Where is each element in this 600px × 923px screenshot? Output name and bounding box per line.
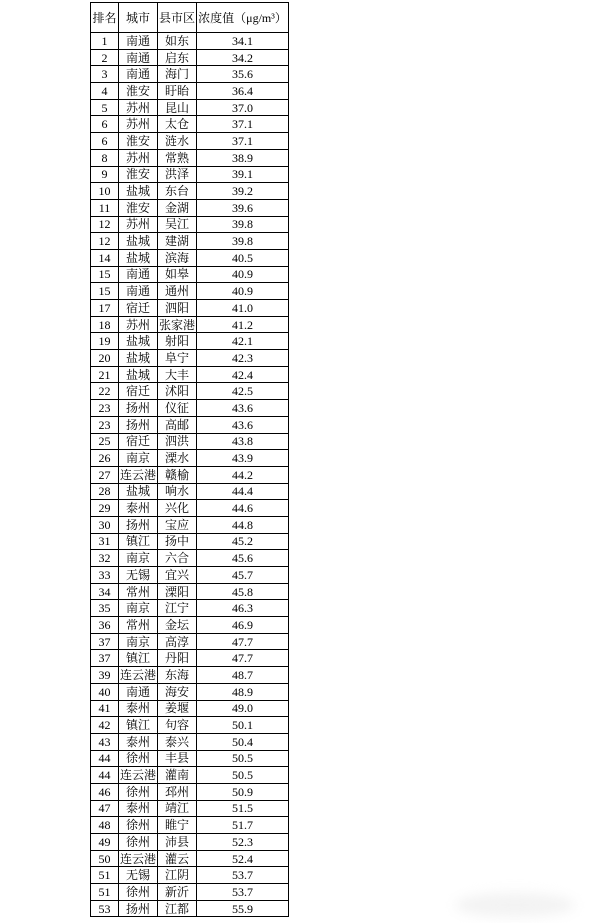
city-cell: 徐州 bbox=[119, 750, 158, 767]
concentration-cell: 55.9 bbox=[197, 900, 289, 917]
city-cell: 无锡 bbox=[119, 867, 158, 884]
rank-cell: 23 bbox=[91, 416, 119, 433]
rank-cell: 23 bbox=[91, 400, 119, 417]
table-row bbox=[91, 366, 289, 383]
table-row bbox=[91, 516, 289, 533]
rank-cell: 41 bbox=[91, 700, 119, 717]
concentration-cell: 47.7 bbox=[197, 633, 289, 650]
table-row bbox=[91, 450, 289, 467]
county-cell: 姜堰 bbox=[158, 700, 197, 717]
rank-cell: 49 bbox=[91, 834, 119, 851]
county-cell: 高邮 bbox=[158, 416, 197, 433]
county-cell: 溧水 bbox=[158, 450, 197, 467]
city-cell: 宿迁 bbox=[119, 433, 158, 450]
county-cell: 江阴 bbox=[158, 867, 197, 884]
rank-cell: 51 bbox=[91, 867, 119, 884]
concentration-cell: 49.0 bbox=[197, 700, 289, 717]
county-cell: 泗洪 bbox=[158, 433, 197, 450]
rank-cell: 8 bbox=[91, 149, 119, 166]
rank-cell: 10 bbox=[91, 183, 119, 200]
city-cell: 南通 bbox=[119, 283, 158, 300]
concentration-cell: 42.4 bbox=[197, 366, 289, 383]
concentration-cell: 45.6 bbox=[197, 550, 289, 567]
table-row bbox=[91, 466, 289, 483]
county-cell: 溧阳 bbox=[158, 583, 197, 600]
rank-cell: 42 bbox=[91, 717, 119, 734]
rank-cell: 51 bbox=[91, 884, 119, 901]
concentration-cell: 35.6 bbox=[197, 66, 289, 83]
county-cell: 江都 bbox=[158, 900, 197, 917]
county-cell: 东海 bbox=[158, 667, 197, 684]
city-cell: 连云港 bbox=[119, 667, 156, 682]
concentration-cell: 39.1 bbox=[197, 166, 289, 183]
county-cell: 如皋 bbox=[158, 266, 197, 283]
city-cell: 南京 bbox=[119, 600, 158, 617]
city-cell: 连云港 bbox=[119, 467, 156, 482]
table-row bbox=[91, 350, 289, 367]
concentration-cell: 40.5 bbox=[197, 249, 289, 266]
county-cell: 江宁 bbox=[158, 600, 197, 617]
table-row bbox=[91, 116, 289, 133]
concentration-cell: 50.9 bbox=[197, 783, 289, 800]
table-row bbox=[91, 166, 289, 183]
concentration-cell: 44.4 bbox=[197, 483, 289, 500]
rank-cell: 27 bbox=[91, 466, 119, 483]
city-cell: 扬州 bbox=[119, 516, 158, 533]
concentration-cell: 39.8 bbox=[197, 233, 289, 250]
city-cell: 常州 bbox=[119, 583, 158, 600]
concentration-cell: 43.6 bbox=[197, 416, 289, 433]
concentration-cell: 40.9 bbox=[197, 266, 289, 283]
table-row bbox=[91, 550, 289, 567]
county-cell: 睢宁 bbox=[158, 817, 197, 834]
rank-cell: 44 bbox=[91, 767, 119, 784]
concentration-cell: 44.2 bbox=[197, 466, 289, 483]
county-cell: 建湖 bbox=[158, 233, 197, 250]
county-cell: 盱眙 bbox=[158, 83, 197, 100]
header-county: 县市区 bbox=[158, 3, 197, 33]
city-cell: 南通 bbox=[119, 266, 158, 283]
county-cell: 新沂 bbox=[158, 884, 197, 901]
concentration-cell: 37.1 bbox=[197, 133, 289, 150]
city-cell: 苏州 bbox=[119, 116, 158, 133]
concentration-cell: 42.3 bbox=[197, 350, 289, 367]
concentration-cell: 48.9 bbox=[197, 683, 289, 700]
city-cell: 徐州 bbox=[119, 783, 158, 800]
concentration-cell: 53.7 bbox=[197, 884, 289, 901]
concentration-cell: 39.8 bbox=[197, 216, 289, 233]
concentration-cell: 41.2 bbox=[197, 316, 289, 333]
city-cell: 连云港 bbox=[119, 851, 156, 866]
rank-cell: 40 bbox=[91, 683, 119, 700]
city-cell: 南京 bbox=[119, 550, 158, 567]
table-row bbox=[91, 483, 289, 500]
table-row bbox=[91, 83, 289, 100]
county-cell: 邳州 bbox=[158, 783, 197, 800]
county-cell: 大丰 bbox=[158, 366, 197, 383]
county-cell: 如东 bbox=[158, 33, 197, 50]
city-cell: 南通 bbox=[119, 66, 158, 83]
concentration-cell: 34.2 bbox=[197, 49, 289, 66]
city-cell: 泰州 bbox=[119, 800, 158, 817]
rank-cell: 37 bbox=[91, 650, 119, 667]
rank-cell: 26 bbox=[91, 450, 119, 467]
county-cell: 六合 bbox=[158, 550, 197, 567]
city-cell: 扬州 bbox=[119, 416, 158, 433]
concentration-cell: 50.5 bbox=[197, 750, 289, 767]
city-cell: 镇江 bbox=[119, 650, 158, 667]
county-cell: 沭阳 bbox=[158, 383, 197, 400]
county-cell: 东台 bbox=[158, 183, 197, 200]
rank-cell: 31 bbox=[91, 533, 119, 550]
rank-cell: 17 bbox=[91, 300, 119, 317]
concentration-cell: 36.4 bbox=[197, 83, 289, 100]
county-cell: 赣榆 bbox=[158, 466, 197, 483]
concentration-cell: 41.0 bbox=[197, 300, 289, 317]
table-row bbox=[91, 233, 289, 250]
county-cell: 吴江 bbox=[158, 216, 197, 233]
concentration-cell: 52.4 bbox=[197, 850, 289, 867]
rank-cell: 22 bbox=[91, 383, 119, 400]
table-row bbox=[91, 66, 289, 83]
concentration-cell: 39.6 bbox=[197, 199, 289, 216]
concentration-cell: 37.0 bbox=[197, 99, 289, 116]
rank-cell: 11 bbox=[91, 199, 119, 216]
city-cell: 盐城 bbox=[119, 366, 158, 383]
table-row bbox=[91, 400, 289, 417]
concentration-cell: 51.7 bbox=[197, 817, 289, 834]
county-cell: 射阳 bbox=[158, 333, 197, 350]
table-row bbox=[91, 834, 289, 851]
rank-cell: 53 bbox=[91, 900, 119, 917]
county-cell: 靖江 bbox=[158, 800, 197, 817]
city-cell: 扬州 bbox=[119, 400, 158, 417]
concentration-cell: 51.5 bbox=[197, 800, 289, 817]
rank-cell: 47 bbox=[91, 800, 119, 817]
city-cell: 徐州 bbox=[119, 884, 158, 901]
concentration-cell: 39.2 bbox=[197, 183, 289, 200]
rank-cell: 12 bbox=[91, 216, 119, 233]
county-cell: 常熟 bbox=[158, 149, 197, 166]
rank-cell: 6 bbox=[91, 116, 119, 133]
city-cell: 宿迁 bbox=[119, 300, 158, 317]
table-container bbox=[90, 2, 289, 917]
concentration-cell: 42.1 bbox=[197, 333, 289, 350]
concentration-cell: 52.3 bbox=[197, 834, 289, 851]
county-cell: 响水 bbox=[158, 483, 197, 500]
city-cell: 盐城 bbox=[119, 333, 158, 350]
city-cell: 淮安 bbox=[119, 166, 158, 183]
table-row bbox=[91, 817, 289, 834]
table-row bbox=[91, 783, 289, 800]
concentration-cell: 37.1 bbox=[197, 116, 289, 133]
county-cell: 泰兴 bbox=[158, 733, 197, 750]
concentration-cell: 43.8 bbox=[197, 433, 289, 450]
rank-cell: 44 bbox=[91, 750, 119, 767]
rank-cell: 34 bbox=[91, 583, 119, 600]
concentration-cell: 43.9 bbox=[197, 450, 289, 467]
table-row bbox=[91, 633, 289, 650]
rank-cell: 30 bbox=[91, 516, 119, 533]
city-cell: 徐州 bbox=[119, 817, 158, 834]
table-row bbox=[91, 567, 289, 584]
city-cell: 盐城 bbox=[119, 249, 158, 266]
county-cell: 泗阳 bbox=[158, 300, 197, 317]
concentration-cell: 46.9 bbox=[197, 617, 289, 634]
table-row bbox=[91, 283, 289, 300]
county-cell: 涟水 bbox=[158, 133, 197, 150]
concentration-cell: 44.8 bbox=[197, 516, 289, 533]
table-row bbox=[91, 316, 289, 333]
county-cell: 句容 bbox=[158, 717, 197, 734]
county-cell: 海安 bbox=[158, 683, 197, 700]
county-cell: 仪征 bbox=[158, 400, 197, 417]
rank-cell: 39 bbox=[91, 667, 119, 684]
county-cell: 丹阳 bbox=[158, 650, 197, 667]
county-cell: 丰县 bbox=[158, 750, 197, 767]
city-cell: 泰州 bbox=[119, 700, 158, 717]
table-row bbox=[91, 500, 289, 517]
rank-cell: 19 bbox=[91, 333, 119, 350]
city-cell: 南京 bbox=[119, 450, 158, 467]
table-row bbox=[91, 300, 289, 317]
city-cell: 苏州 bbox=[119, 99, 158, 116]
rank-cell: 36 bbox=[91, 617, 119, 634]
rank-cell: 18 bbox=[91, 316, 119, 333]
table-row bbox=[91, 383, 289, 400]
concentration-cell: 46.3 bbox=[197, 600, 289, 617]
county-cell: 太仓 bbox=[158, 116, 197, 133]
city-cell: 苏州 bbox=[119, 216, 158, 233]
rank-cell: 50 bbox=[91, 850, 119, 867]
city-cell: 常州 bbox=[119, 617, 158, 634]
concentration-cell: 40.9 bbox=[197, 283, 289, 300]
concentration-cell: 38.9 bbox=[197, 149, 289, 166]
rank-cell: 2 bbox=[91, 49, 119, 66]
rank-cell: 6 bbox=[91, 133, 119, 150]
city-cell: 苏州 bbox=[119, 316, 158, 333]
county-cell: 宜兴 bbox=[158, 567, 197, 584]
city-cell: 扬州 bbox=[119, 900, 158, 917]
city-cell: 盐城 bbox=[119, 483, 158, 500]
county-cell: 通州 bbox=[158, 283, 197, 300]
city-cell: 淮安 bbox=[119, 133, 158, 150]
concentration-cell: 45.7 bbox=[197, 567, 289, 584]
table-row bbox=[91, 133, 289, 150]
city-cell: 淮安 bbox=[119, 83, 158, 100]
concentration-cell: 50.5 bbox=[197, 767, 289, 784]
rank-cell: 15 bbox=[91, 266, 119, 283]
rank-cell: 9 bbox=[91, 166, 119, 183]
table-row bbox=[91, 900, 289, 917]
table-row bbox=[91, 199, 289, 216]
header-city: 城市 bbox=[119, 3, 158, 33]
city-cell: 淮安 bbox=[119, 199, 158, 216]
rank-cell: 32 bbox=[91, 550, 119, 567]
county-cell: 兴化 bbox=[158, 500, 197, 517]
concentration-cell: 50.4 bbox=[197, 733, 289, 750]
table-row bbox=[91, 800, 289, 817]
city-cell: 宿迁 bbox=[119, 383, 158, 400]
city-cell: 盐城 bbox=[119, 350, 158, 367]
city-cell: 泰州 bbox=[119, 733, 158, 750]
county-cell: 高淳 bbox=[158, 633, 197, 650]
table-header bbox=[91, 3, 289, 33]
city-cell: 南通 bbox=[119, 683, 158, 700]
city-cell: 南京 bbox=[119, 633, 158, 650]
rank-cell: 3 bbox=[91, 66, 119, 83]
table-row bbox=[91, 583, 289, 600]
concentration-cell: 43.6 bbox=[197, 400, 289, 417]
table-row bbox=[91, 750, 289, 767]
county-cell: 阜宁 bbox=[158, 350, 197, 367]
rank-cell: 43 bbox=[91, 733, 119, 750]
rank-cell: 48 bbox=[91, 817, 119, 834]
city-cell: 连云港 bbox=[119, 768, 156, 783]
table-row bbox=[91, 333, 289, 350]
city-cell: 无锡 bbox=[119, 567, 158, 584]
concentration-cell: 34.1 bbox=[197, 33, 289, 50]
city-cell: 南通 bbox=[119, 49, 158, 66]
concentration-cell: 45.2 bbox=[197, 533, 289, 550]
concentration-cell: 48.7 bbox=[197, 667, 289, 684]
rank-cell: 12 bbox=[91, 233, 119, 250]
county-cell: 沛县 bbox=[158, 834, 197, 851]
rank-cell: 29 bbox=[91, 500, 119, 517]
city-cell: 盐城 bbox=[119, 233, 158, 250]
county-cell: 昆山 bbox=[158, 99, 197, 116]
county-cell: 金湖 bbox=[158, 199, 197, 216]
table-row bbox=[91, 600, 289, 617]
rank-cell: 35 bbox=[91, 600, 119, 617]
table-row bbox=[91, 617, 289, 634]
county-cell: 灌南 bbox=[158, 767, 197, 784]
table-row bbox=[91, 850, 289, 867]
table-row bbox=[91, 717, 289, 734]
table-row bbox=[91, 700, 289, 717]
concentration-cell: 44.6 bbox=[197, 500, 289, 517]
county-cell: 滨海 bbox=[158, 249, 197, 266]
table-row bbox=[91, 149, 289, 166]
table-row bbox=[91, 249, 289, 266]
table-row bbox=[91, 49, 289, 66]
county-cell: 扬中 bbox=[158, 533, 197, 550]
table-row bbox=[91, 683, 289, 700]
concentration-cell: 50.1 bbox=[197, 717, 289, 734]
county-cell: 海门 bbox=[158, 66, 197, 83]
table-row bbox=[91, 867, 289, 884]
rank-cell: 21 bbox=[91, 366, 119, 383]
county-cell: 洪泽 bbox=[158, 166, 197, 183]
ranking-table bbox=[90, 2, 289, 917]
rank-cell: 28 bbox=[91, 483, 119, 500]
table-row bbox=[91, 667, 289, 684]
rank-cell: 14 bbox=[91, 249, 119, 266]
table-row bbox=[91, 183, 289, 200]
table-body bbox=[91, 33, 289, 917]
city-cell: 南通 bbox=[119, 33, 158, 50]
county-cell: 启东 bbox=[158, 49, 197, 66]
county-cell: 灌云 bbox=[158, 850, 197, 867]
table-row bbox=[91, 99, 289, 116]
rank-cell: 37 bbox=[91, 633, 119, 650]
rank-cell: 4 bbox=[91, 83, 119, 100]
table-row bbox=[91, 266, 289, 283]
table-row bbox=[91, 216, 289, 233]
rank-cell: 33 bbox=[91, 567, 119, 584]
concentration-cell: 42.5 bbox=[197, 383, 289, 400]
rank-cell: 1 bbox=[91, 33, 119, 50]
city-cell: 苏州 bbox=[119, 149, 158, 166]
table-row bbox=[91, 733, 289, 750]
table-row bbox=[91, 884, 289, 901]
city-cell: 镇江 bbox=[119, 533, 158, 550]
city-cell: 盐城 bbox=[119, 183, 158, 200]
rank-cell: 5 bbox=[91, 99, 119, 116]
table-row bbox=[91, 767, 289, 784]
header-concentration: 浓度值（μg/m³） bbox=[197, 3, 289, 33]
concentration-cell: 45.8 bbox=[197, 583, 289, 600]
header-rank: 排名 bbox=[91, 3, 119, 33]
table-row bbox=[91, 533, 289, 550]
table-row bbox=[91, 433, 289, 450]
rank-cell: 46 bbox=[91, 783, 119, 800]
table-row bbox=[91, 416, 289, 433]
city-cell: 泰州 bbox=[119, 500, 158, 517]
county-cell: 宝应 bbox=[158, 516, 197, 533]
header-row bbox=[91, 3, 289, 33]
county-cell: 金坛 bbox=[158, 617, 197, 634]
city-cell: 镇江 bbox=[119, 717, 158, 734]
county-cell: 张家港 bbox=[158, 317, 195, 332]
rank-cell: 25 bbox=[91, 433, 119, 450]
rank-cell: 15 bbox=[91, 283, 119, 300]
concentration-cell: 53.7 bbox=[197, 867, 289, 884]
watermark bbox=[455, 893, 575, 917]
concentration-cell: 47.7 bbox=[197, 650, 289, 667]
city-cell: 徐州 bbox=[119, 834, 158, 851]
table-row bbox=[91, 650, 289, 667]
rank-cell: 20 bbox=[91, 350, 119, 367]
table-row bbox=[91, 33, 289, 50]
